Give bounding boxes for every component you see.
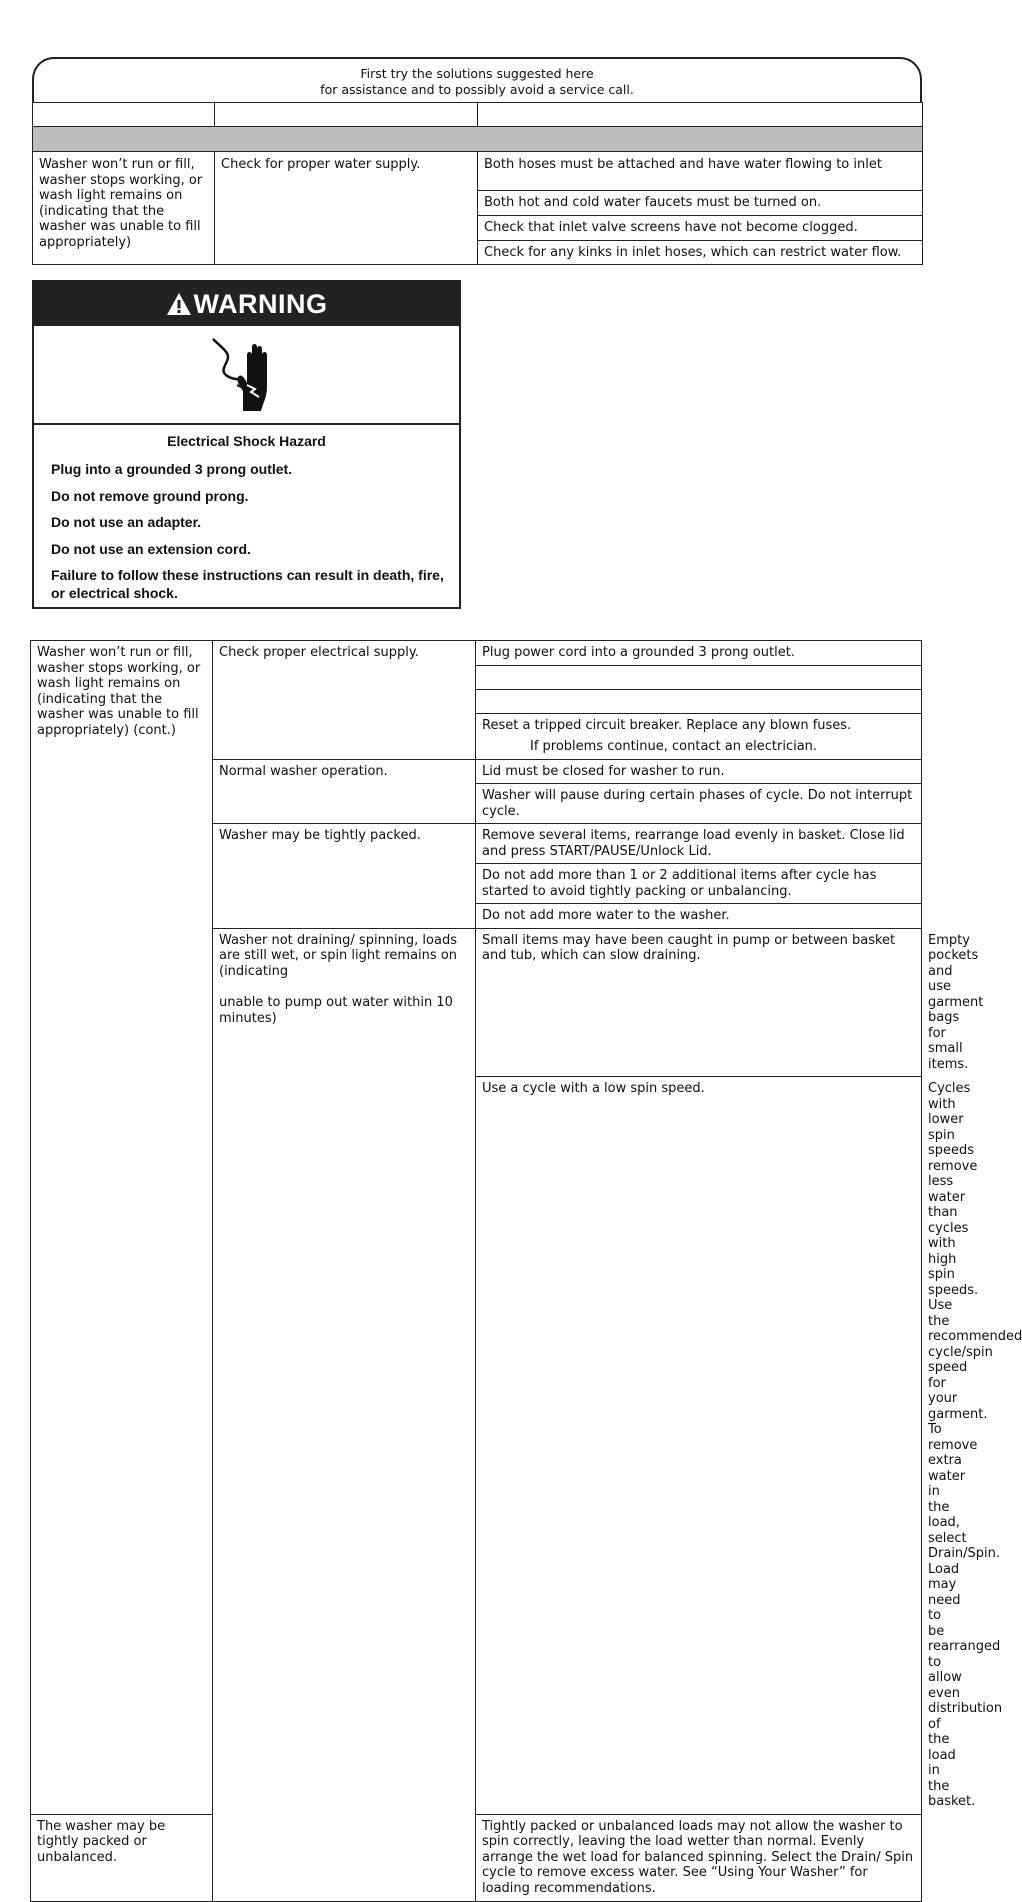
section-bar-row (33, 127, 923, 152)
solution-cell: Both hot and cold water faucets must be turned on. (478, 191, 923, 216)
solution-cell: Lid must be closed for washer to run. (476, 759, 922, 784)
troubleshooting-table-1 (32, 102, 923, 265)
intro-line-2: for assistance and to possibly avoid a service call. (320, 82, 634, 97)
warning-triangle-icon (166, 292, 192, 316)
warning-banner (34, 282, 459, 326)
electrical-shock-hand-icon (209, 335, 285, 415)
solution-cell: Do not add more than 1 or 2 additional items after cycle has started to avoid tightly packing or unbalancing. (476, 864, 922, 904)
column-header-solution (478, 103, 923, 127)
solution-cell: Do not add more water to the washer. (476, 904, 922, 929)
column-header-problem (33, 103, 215, 127)
intro-header (32, 57, 922, 103)
warning-line: Plug into a grounded 3 prong outlet. (51, 461, 293, 477)
solution-cell: Check that inlet valve screens have not become clogged. (478, 216, 923, 241)
solution-cell: Check for any kinks in inlet hoses, which can restrict water flow. (478, 240, 923, 265)
intro-line-1: First try the solutions suggested here (360, 66, 594, 81)
troubleshooting-table-2 (30, 640, 1022, 1902)
cause-cell: Normal washer operation. (213, 759, 476, 824)
warning-icon-area (34, 326, 459, 425)
table-row (31, 641, 922, 666)
warning-line: Do not use an adapter. (51, 514, 202, 530)
cause-cell: Check for proper water supply. (215, 152, 478, 265)
table-row (31, 1814, 922, 1901)
solution-text: Reset a tripped circuit breaker. Replace any blown fuses. (482, 717, 852, 733)
column-header-row (33, 103, 923, 127)
column-header-cause (215, 103, 478, 127)
problem-cell: Washer won’t run or fill, washer stops working, or wash light remains on (indicating that the washer was unable to fill appropriately) (cont.) (31, 641, 213, 1815)
section-gray-bar (33, 127, 923, 152)
warning-line: Failure to follow these instructions can result in death, fire, or electrical shock. (51, 567, 444, 601)
warning-line: Do not use an extension cord. (51, 540, 251, 557)
cause-cell: Washer may be tightly packed. (213, 824, 476, 929)
warning-box (32, 280, 461, 609)
warning-line: Do not remove ground prong. (51, 487, 249, 504)
cause-cell: Use a cycle with a low spin speed. (476, 1077, 922, 1815)
solution-cell: Plug power cord into a grounded 3 prong outlet. (476, 641, 922, 666)
solution-cell: Tightly packed or unbalanced loads may not allow the washer to spin correctly, leaving the load wetter than normal. Evenly arrange the wet load for balanced spinning. Select the Drain/ Spin cycle to remove excess water. See “Using Your Washer” for loading recommendations. (476, 1814, 922, 1901)
solution-cell-empty (476, 689, 922, 713)
warning-heading: WARNING (193, 288, 328, 319)
cause-cell: Small items may have been caught in pump or between basket and tub, which can slow draining. (476, 928, 922, 1077)
solution-cell: Both hoses must be attached and have water flowing to inlet (478, 152, 923, 191)
problem-cell (213, 928, 476, 1901)
hazard-title: Electrical Shock Hazard (167, 433, 326, 449)
solution-cell: Washer will pause during certain phases of cycle. Do not interrupt cycle. (476, 784, 922, 824)
problem-cell: Washer won’t run or fill, washer stops working, or wash light remains on (indicating that the washer was unable to fill appropriately) (33, 152, 215, 265)
solution-note: If problems continue, contact an electrician. (530, 739, 818, 754)
cause-cell: Check proper electrical supply. (213, 641, 476, 760)
table-row (33, 152, 923, 191)
table-row: Use a cycle with a low spin speed. Cycles with lower spin speeds remove less water than cycles with high spin speeds. Use the recommended cycle/spin speed for your garment. To remove extra water in the load, select Drain/Spin. Load may need to be rearranged to allow even distribution of the load in the basket. (31, 1077, 922, 1815)
solution-cell-empty (476, 665, 922, 689)
problem-text-cont: unable to pump out water within 10 minutes) (219, 995, 453, 1026)
solution-cell: Remove several items, rearrange load evenly in basket. Close lid and press START/PAUSE/Unlock Lid. (476, 824, 922, 864)
table-row: Washer not draining/ spinning, loads are still wet, or spin light remains on (indicating unable to pump out water within 10 minutes) Small items may have been caught in pump or between basket and tub, which can slow draining. Empty pockets and use garment bags for small items. (31, 928, 922, 1077)
cause-cell: The washer may be tightly packed or unbalanced. (31, 1814, 213, 1901)
problem-text: Washer not draining/ spinning, loads are still wet, or spin light remains on (indicating (219, 932, 458, 979)
solution-cell (476, 713, 922, 759)
